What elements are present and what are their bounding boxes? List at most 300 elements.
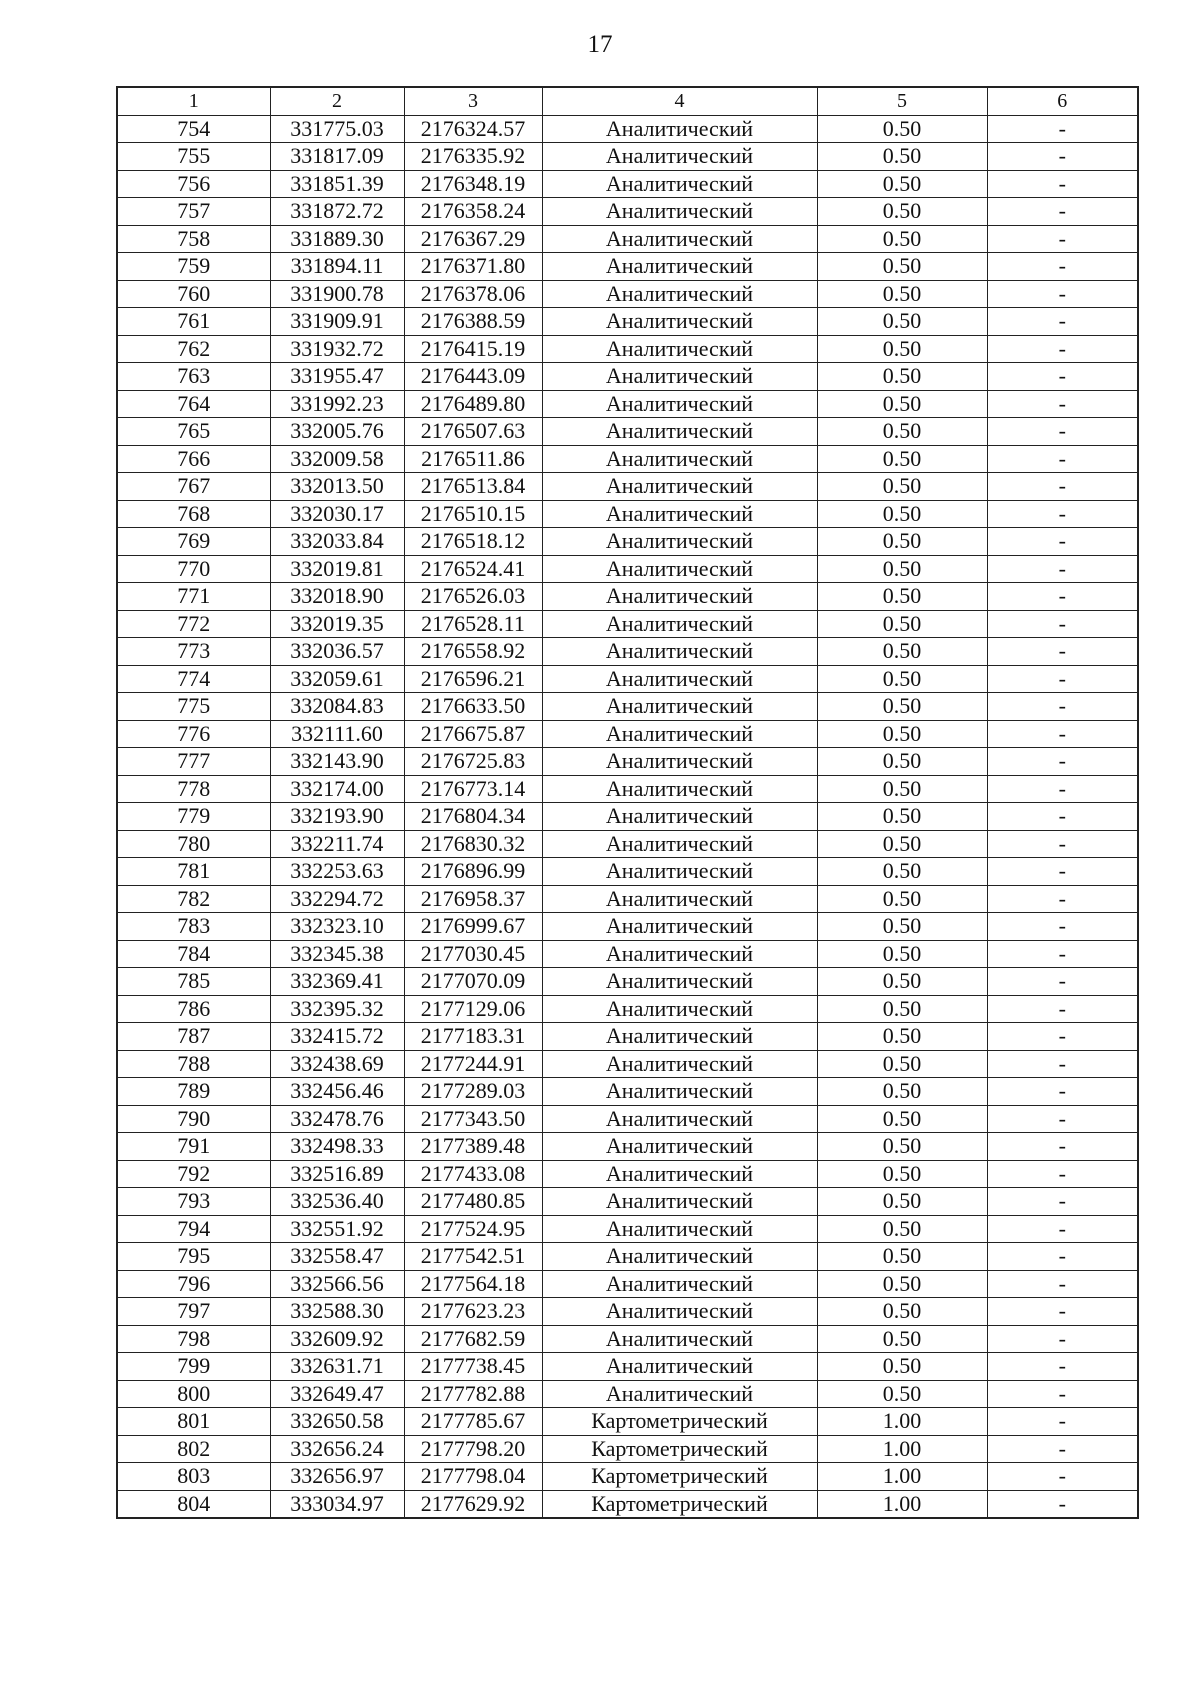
accuracy-cell: 0.50 [817,885,987,913]
table-row [117,115,1138,143]
description-cell: - [987,390,1138,418]
accuracy-cell: 0.50 [817,418,987,446]
table-row [117,198,1138,226]
y-coordinate-cell: 2176958.37 [404,885,542,913]
description-cell: - [987,1380,1138,1408]
point-number-cell: 776 [117,720,270,748]
accuracy-cell: 0.50 [817,335,987,363]
x-coordinate-cell: 332456.46 [270,1078,404,1106]
point-number-cell: 803 [117,1463,270,1491]
description-cell: - [987,1243,1138,1271]
y-coordinate-cell: 2176773.14 [404,775,542,803]
x-coordinate-cell: 331894.11 [270,253,404,281]
y-coordinate-cell: 2176675.87 [404,720,542,748]
x-coordinate-cell: 332111.60 [270,720,404,748]
y-coordinate-cell: 2176348.19 [404,170,542,198]
y-coordinate-cell: 2177433.08 [404,1160,542,1188]
description-cell: - [987,1050,1138,1078]
x-coordinate-cell: 331851.39 [270,170,404,198]
column-header-3: 3 [404,87,542,115]
description-cell: - [987,198,1138,226]
method-cell: Аналитический [542,830,817,858]
y-coordinate-cell: 2177183.31 [404,1023,542,1051]
x-coordinate-cell: 332536.40 [270,1188,404,1216]
description-cell: - [987,803,1138,831]
y-coordinate-cell: 2177798.04 [404,1463,542,1491]
description-cell: - [987,583,1138,611]
y-coordinate-cell: 2176518.12 [404,528,542,556]
description-cell: - [987,555,1138,583]
method-cell: Аналитический [542,528,817,556]
accuracy-cell: 0.50 [817,1215,987,1243]
y-coordinate-cell: 2176510.15 [404,500,542,528]
method-cell: Аналитический [542,1160,817,1188]
description-cell: - [987,445,1138,473]
point-number-cell: 774 [117,665,270,693]
accuracy-cell: 0.50 [817,748,987,776]
description-cell: - [987,500,1138,528]
description-cell: - [987,335,1138,363]
y-coordinate-cell: 2176558.92 [404,638,542,666]
y-coordinate-cell: 2177629.92 [404,1490,542,1518]
table-row [117,280,1138,308]
method-cell: Аналитический [542,583,817,611]
accuracy-cell: 0.50 [817,1023,987,1051]
description-cell: - [987,1298,1138,1326]
table-row [117,748,1138,776]
x-coordinate-cell: 332211.74 [270,830,404,858]
method-cell: Аналитический [542,390,817,418]
table-row [117,995,1138,1023]
x-coordinate-cell: 332019.81 [270,555,404,583]
x-coordinate-cell: 332650.58 [270,1408,404,1436]
method-cell: Аналитический [542,1050,817,1078]
x-coordinate-cell: 332395.32 [270,995,404,1023]
point-number-cell: 797 [117,1298,270,1326]
description-cell: - [987,858,1138,886]
accuracy-cell: 0.50 [817,170,987,198]
method-cell: Аналитический [542,638,817,666]
x-coordinate-cell: 332323.10 [270,913,404,941]
method-cell: Аналитический [542,363,817,391]
method-cell: Аналитический [542,1105,817,1133]
table-row [117,1188,1138,1216]
accuracy-cell: 0.50 [817,1050,987,1078]
accuracy-cell: 0.50 [817,1133,987,1161]
y-coordinate-cell: 2177289.03 [404,1078,542,1106]
table-row [117,528,1138,556]
x-coordinate-cell: 332253.63 [270,858,404,886]
x-coordinate-cell: 332143.90 [270,748,404,776]
description-cell: - [987,1078,1138,1106]
description-cell: - [987,170,1138,198]
x-coordinate-cell: 332294.72 [270,885,404,913]
accuracy-cell: 0.50 [817,1160,987,1188]
point-number-cell: 758 [117,225,270,253]
accuracy-cell: 0.50 [817,720,987,748]
accuracy-cell: 0.50 [817,1188,987,1216]
y-coordinate-cell: 2176415.19 [404,335,542,363]
method-cell: Аналитический [542,665,817,693]
y-coordinate-cell: 2177129.06 [404,995,542,1023]
accuracy-cell: 0.50 [817,473,987,501]
description-cell: - [987,253,1138,281]
method-cell: Аналитический [542,858,817,886]
x-coordinate-cell: 332656.24 [270,1435,404,1463]
description-cell: - [987,968,1138,996]
description-cell: - [987,693,1138,721]
y-coordinate-cell: 2177782.88 [404,1380,542,1408]
x-coordinate-cell: 332566.56 [270,1270,404,1298]
x-coordinate-cell: 332005.76 [270,418,404,446]
description-cell: - [987,748,1138,776]
table-row [117,665,1138,693]
method-cell: Аналитический [542,170,817,198]
description-cell: - [987,1325,1138,1353]
method-cell: Аналитический [542,1353,817,1381]
accuracy-cell: 0.50 [817,913,987,941]
table-row [117,390,1138,418]
table-row [117,940,1138,968]
description-cell: - [987,1105,1138,1133]
y-coordinate-cell: 2177542.51 [404,1243,542,1271]
y-coordinate-cell: 2176371.80 [404,253,542,281]
x-coordinate-cell: 332649.47 [270,1380,404,1408]
y-coordinate-cell: 2177389.48 [404,1133,542,1161]
accuracy-cell: 0.50 [817,665,987,693]
y-coordinate-cell: 2176324.57 [404,115,542,143]
accuracy-cell: 0.50 [817,363,987,391]
y-coordinate-cell: 2177682.59 [404,1325,542,1353]
table-row [117,143,1138,171]
y-coordinate-cell: 2176378.06 [404,280,542,308]
table-row [117,1463,1138,1491]
description-cell: - [987,418,1138,446]
method-cell: Аналитический [542,1133,817,1161]
point-number-cell: 794 [117,1215,270,1243]
y-coordinate-cell: 2176335.92 [404,143,542,171]
point-number-cell: 802 [117,1435,270,1463]
x-coordinate-cell: 331955.47 [270,363,404,391]
accuracy-cell: 0.50 [817,610,987,638]
method-cell: Аналитический [542,253,817,281]
accuracy-cell: 0.50 [817,1243,987,1271]
x-coordinate-cell: 332018.90 [270,583,404,611]
method-cell: Аналитический [542,885,817,913]
accuracy-cell: 0.50 [817,115,987,143]
y-coordinate-cell: 2176999.67 [404,913,542,941]
point-number-cell: 801 [117,1408,270,1436]
point-number-cell: 788 [117,1050,270,1078]
table-header [117,87,1138,115]
point-number-cell: 772 [117,610,270,638]
table-row [117,803,1138,831]
x-coordinate-cell: 331992.23 [270,390,404,418]
accuracy-cell: 0.50 [817,1270,987,1298]
description-cell: - [987,1408,1138,1436]
table-row [117,610,1138,638]
method-cell: Картометрический [542,1408,817,1436]
table-row [117,1408,1138,1436]
y-coordinate-cell: 2177524.95 [404,1215,542,1243]
x-coordinate-cell: 332033.84 [270,528,404,556]
description-cell: - [987,995,1138,1023]
x-coordinate-cell: 332084.83 [270,693,404,721]
point-number-cell: 755 [117,143,270,171]
x-coordinate-cell: 332551.92 [270,1215,404,1243]
description-cell: - [987,913,1138,941]
method-cell: Картометрический [542,1490,817,1518]
method-cell: Аналитический [542,720,817,748]
table-row [117,253,1138,281]
method-cell: Аналитический [542,748,817,776]
accuracy-cell: 0.50 [817,280,987,308]
accuracy-cell: 0.50 [817,143,987,171]
x-coordinate-cell: 332013.50 [270,473,404,501]
point-number-cell: 764 [117,390,270,418]
x-coordinate-cell: 332516.89 [270,1160,404,1188]
method-cell: Аналитический [542,693,817,721]
point-number-cell: 769 [117,528,270,556]
point-number-cell: 770 [117,555,270,583]
description-cell: - [987,528,1138,556]
x-coordinate-cell: 332438.69 [270,1050,404,1078]
table-row [117,913,1138,941]
point-number-cell: 775 [117,693,270,721]
accuracy-cell: 0.50 [817,198,987,226]
point-number-cell: 765 [117,418,270,446]
y-coordinate-cell: 2176526.03 [404,583,542,611]
table-body [117,115,1138,1518]
method-cell: Аналитический [542,610,817,638]
table-row [117,225,1138,253]
description-cell: - [987,115,1138,143]
accuracy-cell: 0.50 [817,968,987,996]
table-row [117,500,1138,528]
point-number-cell: 779 [117,803,270,831]
accuracy-cell: 0.50 [817,500,987,528]
point-number-cell: 790 [117,1105,270,1133]
table-row [117,720,1138,748]
y-coordinate-cell: 2176489.80 [404,390,542,418]
y-coordinate-cell: 2177244.91 [404,1050,542,1078]
method-cell: Аналитический [542,1188,817,1216]
point-number-cell: 799 [117,1353,270,1381]
point-number-cell: 793 [117,1188,270,1216]
y-coordinate-cell: 2176633.50 [404,693,542,721]
method-cell: Картометрический [542,1463,817,1491]
description-cell: - [987,1023,1138,1051]
method-cell: Аналитический [542,968,817,996]
table-row [117,1160,1138,1188]
table-row [117,335,1138,363]
x-coordinate-cell: 332019.35 [270,610,404,638]
x-coordinate-cell: 331932.72 [270,335,404,363]
description-cell: - [987,1188,1138,1216]
y-coordinate-cell: 2176528.11 [404,610,542,638]
y-coordinate-cell: 2176725.83 [404,748,542,776]
method-cell: Аналитический [542,198,817,226]
table-row [117,1215,1138,1243]
y-coordinate-cell: 2177070.09 [404,968,542,996]
accuracy-cell: 0.50 [817,1105,987,1133]
description-cell: - [987,280,1138,308]
y-coordinate-cell: 2176830.32 [404,830,542,858]
table-row [117,1298,1138,1326]
method-cell: Аналитический [542,1243,817,1271]
table-row [117,1133,1138,1161]
y-coordinate-cell: 2176596.21 [404,665,542,693]
table-row [117,830,1138,858]
y-coordinate-cell: 2176388.59 [404,308,542,336]
description-cell: - [987,720,1138,748]
x-coordinate-cell: 332059.61 [270,665,404,693]
description-cell: - [987,940,1138,968]
point-number-cell: 782 [117,885,270,913]
description-cell: - [987,143,1138,171]
y-coordinate-cell: 2177623.23 [404,1298,542,1326]
x-coordinate-cell: 333034.97 [270,1490,404,1518]
y-coordinate-cell: 2177785.67 [404,1408,542,1436]
table-row [117,1325,1138,1353]
point-number-cell: 768 [117,500,270,528]
accuracy-cell: 0.50 [817,693,987,721]
x-coordinate-cell: 332193.90 [270,803,404,831]
accuracy-cell: 0.50 [817,253,987,281]
accuracy-cell: 0.50 [817,1353,987,1381]
method-cell: Аналитический [542,1325,817,1353]
point-number-cell: 789 [117,1078,270,1106]
point-number-cell: 771 [117,583,270,611]
y-coordinate-cell: 2176513.84 [404,473,542,501]
method-cell: Аналитический [542,308,817,336]
point-number-cell: 800 [117,1380,270,1408]
method-cell: Аналитический [542,940,817,968]
description-cell: - [987,610,1138,638]
method-cell: Аналитический [542,1298,817,1326]
table-row [117,885,1138,913]
header-row [117,87,1138,115]
accuracy-cell: 0.50 [817,858,987,886]
accuracy-cell: 1.00 [817,1435,987,1463]
method-cell: Аналитический [542,1380,817,1408]
x-coordinate-cell: 331817.09 [270,143,404,171]
point-number-cell: 785 [117,968,270,996]
x-coordinate-cell: 332498.33 [270,1133,404,1161]
column-header-1: 1 [117,87,270,115]
method-cell: Аналитический [542,1270,817,1298]
accuracy-cell: 0.50 [817,1298,987,1326]
table-row [117,583,1138,611]
accuracy-cell: 0.50 [817,995,987,1023]
method-cell: Аналитический [542,115,817,143]
method-cell: Аналитический [542,1215,817,1243]
point-number-cell: 784 [117,940,270,968]
column-header-2: 2 [270,87,404,115]
accuracy-cell: 0.50 [817,1078,987,1106]
description-cell: - [987,885,1138,913]
point-number-cell: 796 [117,1270,270,1298]
method-cell: Аналитический [542,913,817,941]
y-coordinate-cell: 2176804.34 [404,803,542,831]
y-coordinate-cell: 2176524.41 [404,555,542,583]
description-cell: - [987,1463,1138,1491]
table-row [117,363,1138,391]
point-number-cell: 761 [117,308,270,336]
x-coordinate-cell: 332030.17 [270,500,404,528]
column-header-6: 6 [987,87,1138,115]
description-cell: - [987,308,1138,336]
point-number-cell: 773 [117,638,270,666]
method-cell: Аналитический [542,280,817,308]
point-number-cell: 787 [117,1023,270,1051]
x-coordinate-cell: 332369.41 [270,968,404,996]
method-cell: Аналитический [542,473,817,501]
y-coordinate-cell: 2177343.50 [404,1105,542,1133]
description-cell: - [987,1353,1138,1381]
y-coordinate-cell: 2176511.86 [404,445,542,473]
table-row [117,968,1138,996]
point-number-cell: 760 [117,280,270,308]
x-coordinate-cell: 331909.91 [270,308,404,336]
point-number-cell: 804 [117,1490,270,1518]
page-number: 17 [587,31,613,58]
point-number-cell: 780 [117,830,270,858]
method-cell: Аналитический [542,775,817,803]
point-number-cell: 766 [117,445,270,473]
method-cell: Аналитический [542,803,817,831]
point-number-cell: 792 [117,1160,270,1188]
y-coordinate-cell: 2176896.99 [404,858,542,886]
table-row [117,693,1138,721]
accuracy-cell: 0.50 [817,555,987,583]
point-number-cell: 798 [117,1325,270,1353]
accuracy-cell: 0.50 [817,803,987,831]
accuracy-cell: 1.00 [817,1463,987,1491]
table-row [117,170,1138,198]
table-row [117,1050,1138,1078]
column-header-5: 5 [817,87,987,115]
table-row [117,555,1138,583]
table-row [117,473,1138,501]
x-coordinate-cell: 332345.38 [270,940,404,968]
accuracy-cell: 0.50 [817,1380,987,1408]
x-coordinate-cell: 332588.30 [270,1298,404,1326]
x-coordinate-cell: 332036.57 [270,638,404,666]
point-number-cell: 786 [117,995,270,1023]
x-coordinate-cell: 332415.72 [270,1023,404,1051]
description-cell: - [987,830,1138,858]
description-cell: - [987,473,1138,501]
method-cell: Аналитический [542,335,817,363]
accuracy-cell: 0.50 [817,445,987,473]
table-row [117,1270,1138,1298]
method-cell: Картометрический [542,1435,817,1463]
description-cell: - [987,665,1138,693]
x-coordinate-cell: 331872.72 [270,198,404,226]
point-number-cell: 767 [117,473,270,501]
accuracy-cell: 0.50 [817,1325,987,1353]
table-row [117,1023,1138,1051]
point-number-cell: 757 [117,198,270,226]
table-row [117,1435,1138,1463]
y-coordinate-cell: 2176443.09 [404,363,542,391]
accuracy-cell: 0.50 [817,940,987,968]
accuracy-cell: 0.50 [817,528,987,556]
accuracy-cell: 0.50 [817,830,987,858]
point-number-cell: 759 [117,253,270,281]
table-row [117,638,1138,666]
